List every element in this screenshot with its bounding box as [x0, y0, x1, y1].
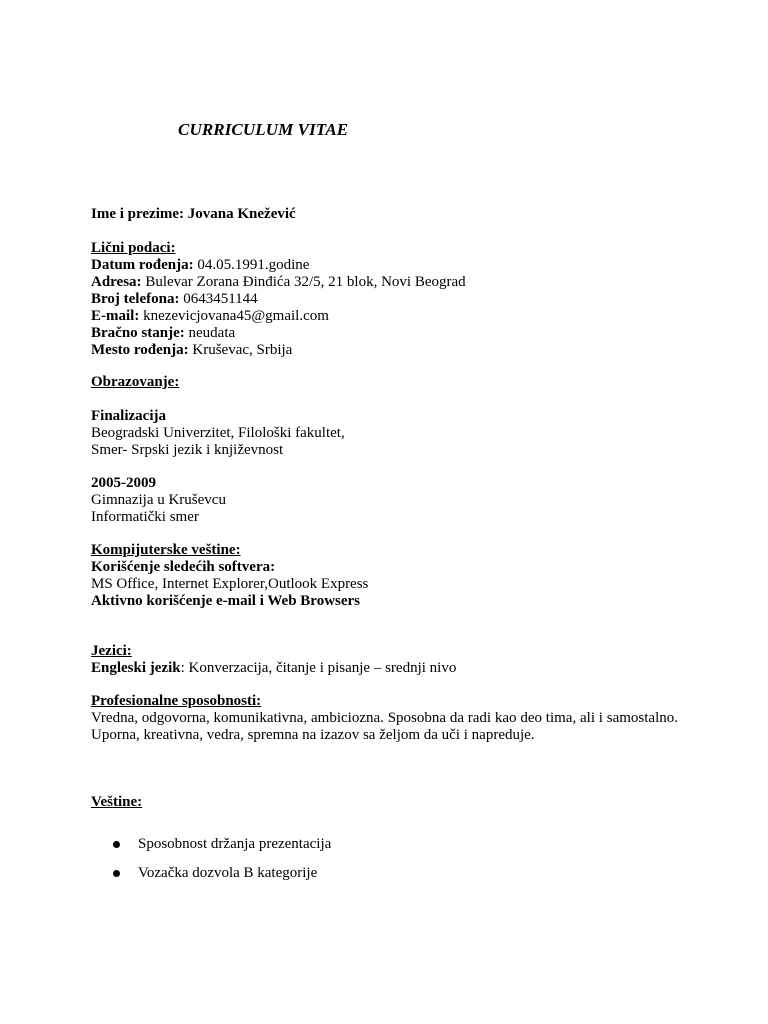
bullet-icon [113, 841, 120, 848]
birth-date-value: 04.05.1991.godine [197, 257, 310, 273]
name-value: Jovana Knežević [187, 206, 296, 222]
skills-heading: Veštine: [91, 794, 143, 810]
phone-row [91, 291, 678, 308]
professional-heading: Profesionalne sposobnosti: [91, 693, 262, 709]
languages-heading: Jezici: [91, 643, 132, 659]
personal-heading: Lični podaci: [91, 240, 176, 256]
birth-date-label: Datum rođenja: [91, 257, 194, 273]
list-item [111, 836, 331, 853]
professional-section [91, 693, 678, 744]
education-heading: Obrazovanje: [91, 374, 180, 390]
education-entry [91, 475, 678, 526]
birthplace-row [91, 342, 678, 359]
marital-row [91, 325, 678, 342]
list-item [111, 865, 331, 882]
computer-heading: Kompijuterske veštine: [91, 542, 241, 558]
birthplace-value: Kruševac, Srbija [192, 342, 293, 358]
skills-section [91, 794, 678, 811]
name-label: Ime i prezime: [91, 206, 185, 222]
skills-list [111, 836, 331, 882]
education-section [91, 374, 678, 391]
phone-value: 0643451144 [183, 291, 258, 307]
address-label: Adresa: [91, 274, 142, 290]
language-label: Engleski jezik [91, 660, 181, 676]
email-value: knezevicjovana45@gmail.com [143, 308, 329, 324]
phone-label: Broj telefona: [91, 291, 180, 307]
skill-text: Vozačka dozvola B kategorije [138, 865, 318, 881]
name-section [91, 206, 678, 223]
skill-text: Sposobnost držanja prezentacija [138, 836, 332, 852]
email-row [91, 308, 678, 325]
languages-section [91, 643, 678, 677]
education-program: Smer- Srpski jezik i književnost [91, 442, 284, 458]
education-period: 2005-2009 [91, 475, 156, 491]
computer-section [91, 542, 678, 610]
language-value: : Konverzacija, čitanje i pisanje – srednji nivo [180, 660, 457, 676]
education-institution: Gimnazija u Kruševcu [91, 492, 226, 508]
marital-label: Bračno stanje: [91, 325, 185, 341]
language-row [91, 660, 678, 677]
education-institution: Beogradski Univerzitet, Filološki fakultet, [91, 425, 345, 441]
personal-section [91, 240, 678, 359]
full-name [91, 206, 678, 223]
marital-value: neudata [188, 325, 236, 341]
document-title: CURRICULUM VITAE [178, 120, 349, 139]
education-entry [91, 408, 678, 459]
active-usage: Aktivno korišćenje e-mail i Web Browsers [91, 593, 361, 609]
education-period: Finalizacija [91, 408, 166, 424]
software-label: Korišćenje sledećih softvera: [91, 559, 276, 575]
address-row [91, 274, 678, 291]
birthplace-label: Mesto rođenja: [91, 342, 189, 358]
address-value: Bulevar Zorana Đinđića 32/5, 21 blok, Novi Beograd [145, 274, 466, 290]
email-label: E-mail: [91, 308, 140, 324]
education-program: Informatički smer [91, 509, 199, 525]
birth-date-row [91, 257, 678, 274]
bullet-icon [113, 870, 120, 877]
professional-text: Vredna, odgovorna, komunikativna, ambiciozna. Sposobna da radi kao deo tima, ali i samostalno. Uporna, kreativna, vedra, spremna na izazov sa željom da uči i napreduje. [91, 710, 678, 743]
software-list: MS Office, Internet Explorer,Outlook Express [91, 576, 369, 592]
